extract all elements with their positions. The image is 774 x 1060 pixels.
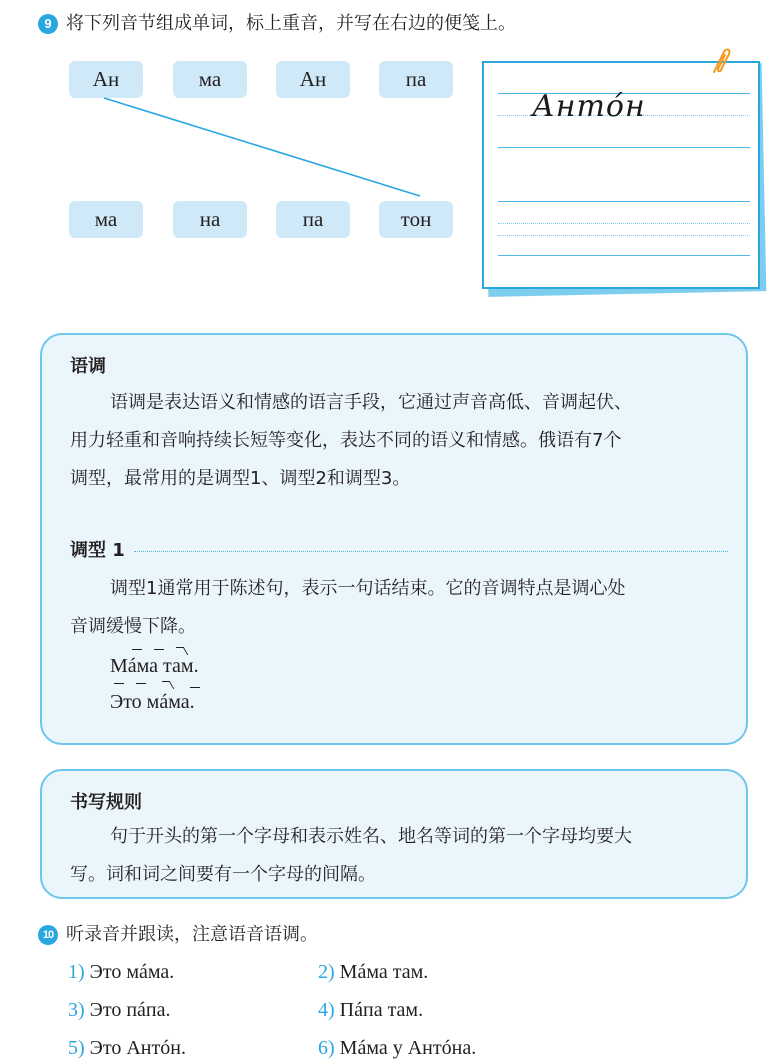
intonation-title: 语调 (70, 356, 106, 377)
intonation-mark (154, 649, 164, 650)
notepad-line (498, 147, 750, 148)
item-text[interactable]: Мáма у Антóна. (339, 1037, 477, 1059)
syllable-top-4[interactable]: па (379, 61, 453, 98)
connecting-line (0, 0, 470, 240)
syllable-bottom-4[interactable]: тон (379, 201, 453, 238)
item-number: 3) (68, 999, 85, 1021)
example-sentence-1: Мáма там. (110, 655, 199, 677)
exercise-10-item-5 (68, 1036, 186, 1060)
item-number: 1) (68, 961, 85, 983)
intonation-info-box (40, 333, 748, 745)
exercise-9-instruction: 将下列音节组成单词，标上重音，并写在右边的便笺上。 (66, 13, 516, 34)
intonation-mark (114, 683, 124, 684)
intonation-fall-mark (162, 681, 175, 689)
tone-type-1-para-line1: 调型1通常用于陈述句，表示一句话结束。它的音调特点是调心处 (110, 578, 626, 599)
exercise-10-instruction: 听录音并跟读，注意语音语调。 (66, 924, 318, 945)
writing-rules-line1: 句于开头的第一个字母和表示姓名、地名等词的第一个字母均要大 (110, 826, 632, 847)
item-text[interactable]: Это мáма. (89, 961, 175, 983)
item-text[interactable]: Это пáпа. (89, 999, 171, 1021)
notepad-dotted-line (498, 223, 750, 224)
writing-rules-box (40, 769, 748, 899)
syllable-bottom-2[interactable]: на (173, 201, 247, 238)
writing-rules-title: 书写规则 (70, 792, 142, 813)
syllable-top-3[interactable]: Ан (276, 61, 350, 98)
item-number: 5) (68, 1037, 85, 1059)
item-text[interactable]: Это Антóн. (89, 1037, 186, 1059)
intonation-mark (136, 683, 146, 684)
tone-type-1-para-line2: 音调缓慢下降。 (70, 616, 196, 637)
notepad[interactable] (482, 61, 760, 289)
syllable-top-2[interactable]: ма (173, 61, 247, 98)
exercise-10-item-2 (318, 960, 428, 984)
notepad-line (498, 255, 750, 256)
tone-type-1-title: 调型 1 (70, 540, 125, 561)
notepad-dotted-line (498, 235, 750, 236)
syllable-top-1[interactable]: Ан (69, 61, 143, 98)
exercise-9-number: 9 (38, 14, 58, 34)
intonation-fall-mark (176, 647, 189, 655)
item-text[interactable]: Мáма там. (339, 961, 429, 983)
syllable-bottom-1[interactable]: ма (69, 201, 143, 238)
notepad-answer: Антóн (532, 89, 646, 124)
item-number: 6) (318, 1037, 335, 1059)
writing-rules-line2: 写。词和词之间要有一个字母的间隔。 (70, 864, 376, 885)
exercise-10-item-6 (318, 1036, 476, 1060)
exercise-10-item-3 (68, 998, 171, 1022)
intonation-mark (132, 649, 142, 650)
syllable-bottom-3[interactable]: па (276, 201, 350, 238)
item-text[interactable]: Пáпа там. (339, 999, 424, 1021)
example-sentence-2: Это мáма. (110, 691, 195, 713)
notepad-line (498, 201, 750, 202)
intonation-mark (190, 687, 200, 688)
subtitle-rule (134, 551, 728, 552)
item-number: 4) (318, 999, 335, 1021)
intonation-para1-line1: 语调是表达语义和情感的语言手段，它通过声音高低、音调起伏、 (110, 392, 632, 413)
intonation-para1-line3: 调型，最常用的是调型1、调型2和调型3。 (70, 468, 411, 489)
exercise-10-number: 10 (38, 925, 58, 945)
item-number: 2) (318, 961, 335, 983)
paperclip-icon (706, 46, 732, 76)
exercise-10-item-1 (68, 960, 174, 984)
exercise-10-item-4 (318, 998, 423, 1022)
intonation-para1-line2: 用力轻重和音响持续长短等变化，表达不同的语义和情感。俄语有7个 (70, 430, 622, 451)
